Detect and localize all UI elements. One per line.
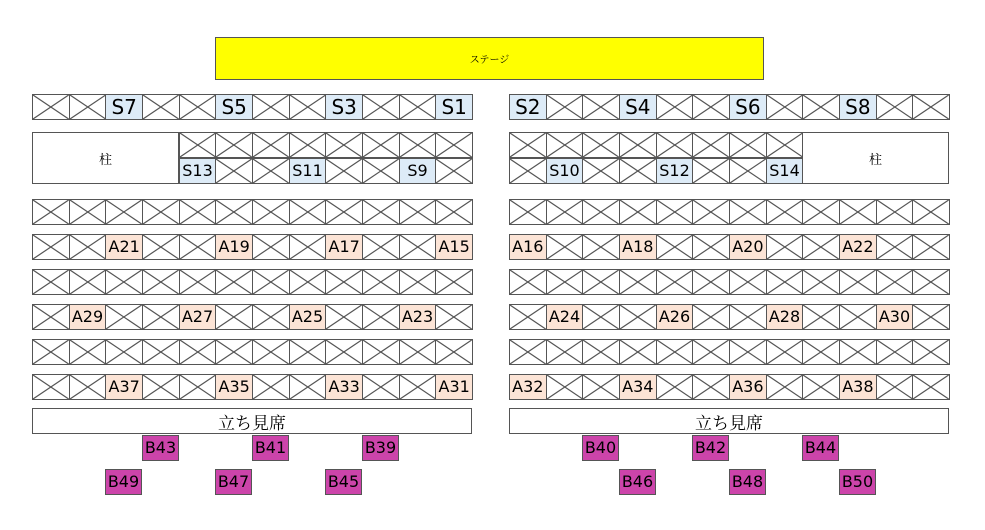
seat-b47[interactable]: B47 — [215, 469, 252, 495]
empty-seat-right-r3-c1 — [546, 199, 584, 225]
empty-seat-left-r7-c10 — [399, 339, 437, 365]
seat-b42[interactable]: B42 — [692, 435, 729, 461]
empty-seat-left-r1-c1 — [215, 132, 253, 158]
empty-seat-left-r0-c10 — [399, 94, 437, 120]
empty-seat-left-r6-c8 — [325, 304, 363, 330]
empty-seat-right-r1-c3 — [619, 132, 657, 158]
seat-a35[interactable]: A35 — [215, 374, 253, 400]
empty-seat-right-r2-c3 — [619, 158, 657, 184]
empty-seat-right-r1-c2 — [582, 132, 620, 158]
empty-seat-right-r0-c10 — [876, 94, 914, 120]
empty-seat-right-r4-c11 — [912, 234, 950, 260]
seat-s5[interactable]: S5 — [215, 94, 253, 120]
empty-seat-left-r5-c8 — [325, 269, 363, 295]
empty-seat-right-r4-c10 — [876, 234, 914, 260]
seat-a22[interactable]: A22 — [839, 234, 877, 260]
empty-seat-right-r5-c11 — [912, 269, 950, 295]
seat-a25[interactable]: A25 — [289, 304, 327, 330]
empty-seat-right-r5-c9 — [839, 269, 877, 295]
empty-seat-right-r1-c5 — [692, 132, 730, 158]
empty-seat-right-r6-c0 — [509, 304, 547, 330]
empty-seat-left-r2-c2 — [252, 158, 290, 184]
empty-seat-right-r2-c0 — [509, 158, 547, 184]
empty-seat-left-r3-c11 — [435, 199, 473, 225]
seat-s4[interactable]: S4 — [619, 94, 657, 120]
empty-seat-right-r6-c3 — [619, 304, 657, 330]
empty-seat-right-r0-c11 — [912, 94, 950, 120]
empty-seat-right-r0-c8 — [802, 94, 840, 120]
seat-a33[interactable]: A33 — [325, 374, 363, 400]
empty-seat-left-r7-c6 — [252, 339, 290, 365]
empty-seat-left-r1-c4 — [325, 132, 363, 158]
empty-seat-right-r3-c5 — [692, 199, 730, 225]
empty-seat-left-r7-c9 — [362, 339, 400, 365]
empty-seat-left-r4-c4 — [179, 234, 217, 260]
empty-seat-left-r3-c1 — [69, 199, 107, 225]
empty-seat-left-r8-c0 — [32, 374, 70, 400]
empty-seat-right-r3-c9 — [839, 199, 877, 225]
seat-a36[interactable]: A36 — [729, 374, 767, 400]
empty-seat-left-r8-c10 — [399, 374, 437, 400]
empty-seat-left-r1-c0 — [179, 132, 217, 158]
empty-seat-right-r5-c3 — [619, 269, 657, 295]
seat-a30[interactable]: A30 — [876, 304, 914, 330]
pillar-right — [802, 132, 949, 184]
empty-seat-left-r7-c2 — [105, 339, 143, 365]
empty-seat-right-r3-c4 — [656, 199, 694, 225]
empty-seat-right-r1-c1 — [546, 132, 584, 158]
empty-seat-left-r6-c3 — [142, 304, 180, 330]
empty-seat-right-r5-c8 — [802, 269, 840, 295]
seat-b49[interactable]: B49 — [105, 469, 142, 495]
empty-seat-right-r7-c6 — [729, 339, 767, 365]
empty-seat-left-r5-c7 — [289, 269, 327, 295]
empty-seat-right-r6-c5 — [692, 304, 730, 330]
empty-seat-right-r5-c6 — [729, 269, 767, 295]
empty-seat-right-r3-c3 — [619, 199, 657, 225]
empty-seat-right-r7-c2 — [582, 339, 620, 365]
empty-seat-left-r3-c10 — [399, 199, 437, 225]
empty-seat-left-r8-c9 — [362, 374, 400, 400]
seat-s12[interactable]: S12 — [656, 158, 694, 184]
empty-seat-right-r1-c7 — [766, 132, 804, 158]
empty-seat-right-r3-c7 — [766, 199, 804, 225]
empty-seat-left-r7-c3 — [142, 339, 180, 365]
empty-seat-right-r8-c10 — [876, 374, 914, 400]
empty-seat-right-r6-c8 — [802, 304, 840, 330]
seat-a28[interactable]: A28 — [766, 304, 804, 330]
empty-seat-left-r8-c1 — [69, 374, 107, 400]
empty-seat-left-r1-c2 — [252, 132, 290, 158]
empty-seat-right-r0-c2 — [582, 94, 620, 120]
empty-seat-right-r8-c5 — [692, 374, 730, 400]
empty-seat-right-r4-c4 — [656, 234, 694, 260]
empty-seat-right-r5-c4 — [656, 269, 694, 295]
empty-seat-left-r5-c3 — [142, 269, 180, 295]
seat-a29[interactable]: A29 — [69, 304, 107, 330]
empty-seat-left-r6-c11 — [435, 304, 473, 330]
empty-seat-left-r8-c4 — [179, 374, 217, 400]
empty-seat-right-r0-c7 — [766, 94, 804, 120]
seat-s10[interactable]: S10 — [546, 158, 584, 184]
empty-seat-left-r5-c4 — [179, 269, 217, 295]
empty-seat-left-r3-c6 — [252, 199, 290, 225]
seat-b44[interactable]: B44 — [802, 435, 839, 461]
empty-seat-right-r3-c2 — [582, 199, 620, 225]
pillar-left — [32, 132, 179, 184]
empty-seat-right-r7-c11 — [912, 339, 950, 365]
seat-s7[interactable]: S7 — [105, 94, 143, 120]
empty-seat-right-r2-c2 — [582, 158, 620, 184]
empty-seat-right-r7-c4 — [656, 339, 694, 365]
empty-seat-left-r8-c7 — [289, 374, 327, 400]
empty-seat-right-r5-c2 — [582, 269, 620, 295]
empty-seat-right-r8-c11 — [912, 374, 950, 400]
seat-a17[interactable]: A17 — [325, 234, 363, 260]
stage — [215, 37, 764, 80]
empty-seat-right-r5-c0 — [509, 269, 547, 295]
empty-seat-left-r0-c7 — [289, 94, 327, 120]
empty-seat-right-r8-c2 — [582, 374, 620, 400]
empty-seat-right-r3-c8 — [802, 199, 840, 225]
empty-seat-left-r7-c11 — [435, 339, 473, 365]
seat-a21[interactable]: A21 — [105, 234, 143, 260]
empty-seat-right-r1-c4 — [656, 132, 694, 158]
seat-s3[interactable]: S3 — [325, 94, 363, 120]
empty-seat-left-r6-c0 — [32, 304, 70, 330]
standing-area-right — [509, 408, 949, 434]
stage-label: ステージ — [469, 55, 510, 66]
empty-seat-left-r0-c9 — [362, 94, 400, 120]
seat-b48[interactable]: B48 — [729, 469, 766, 495]
empty-seat-left-r4-c3 — [142, 234, 180, 260]
seat-s6[interactable]: S6 — [729, 94, 767, 120]
empty-seat-left-r3-c5 — [215, 199, 253, 225]
empty-seat-left-r6-c2 — [105, 304, 143, 330]
seat-a37[interactable]: A37 — [105, 374, 143, 400]
empty-seat-right-r7-c9 — [839, 339, 877, 365]
empty-seat-right-r7-c5 — [692, 339, 730, 365]
seat-a18[interactable]: A18 — [619, 234, 657, 260]
empty-seat-left-r5-c9 — [362, 269, 400, 295]
empty-seat-left-r1-c5 — [362, 132, 400, 158]
empty-seat-right-r6-c11 — [912, 304, 950, 330]
empty-seat-right-r4-c1 — [546, 234, 584, 260]
empty-seat-left-r0-c1 — [69, 94, 107, 120]
empty-seat-right-r7-c3 — [619, 339, 657, 365]
empty-seat-right-r8-c8 — [802, 374, 840, 400]
empty-seat-right-r5-c7 — [766, 269, 804, 295]
empty-seat-right-r0-c1 — [546, 94, 584, 120]
pillar-right-label: 柱 — [868, 152, 882, 168]
empty-seat-left-r4-c0 — [32, 234, 70, 260]
empty-seat-left-r1-c6 — [399, 132, 437, 158]
seat-s13[interactable]: S13 — [179, 158, 217, 184]
empty-seat-right-r0-c4 — [656, 94, 694, 120]
empty-seat-left-r3-c0 — [32, 199, 70, 225]
empty-seat-left-r6-c5 — [215, 304, 253, 330]
empty-seat-left-r5-c1 — [69, 269, 107, 295]
empty-seat-right-r8-c7 — [766, 374, 804, 400]
seat-s8[interactable]: S8 — [839, 94, 877, 120]
empty-seat-left-r7-c4 — [179, 339, 217, 365]
seat-a23[interactable]: A23 — [399, 304, 437, 330]
seat-a32[interactable]: A32 — [509, 374, 547, 400]
empty-seat-left-r4-c10 — [399, 234, 437, 260]
empty-seat-right-r7-c1 — [546, 339, 584, 365]
empty-seat-right-r4-c7 — [766, 234, 804, 260]
empty-seat-right-r4-c8 — [802, 234, 840, 260]
seat-a16[interactable]: A16 — [509, 234, 547, 260]
empty-seat-right-r8-c4 — [656, 374, 694, 400]
empty-seat-right-r2-c6 — [729, 158, 767, 184]
empty-seat-left-r7-c5 — [215, 339, 253, 365]
empty-seat-left-r3-c7 — [289, 199, 327, 225]
empty-seat-right-r7-c7 — [766, 339, 804, 365]
seat-a24[interactable]: A24 — [546, 304, 584, 330]
empty-seat-right-r6-c2 — [582, 304, 620, 330]
seat-b39[interactable]: B39 — [362, 435, 399, 461]
empty-seat-left-r7-c8 — [325, 339, 363, 365]
seat-a19[interactable]: A19 — [215, 234, 253, 260]
empty-seat-right-r1-c6 — [729, 132, 767, 158]
seat-a38[interactable]: A38 — [839, 374, 877, 400]
empty-seat-left-r3-c9 — [362, 199, 400, 225]
standing-area-left-label: 立ち見席 — [218, 413, 286, 434]
empty-seat-right-r6-c9 — [839, 304, 877, 330]
empty-seat-right-r7-c10 — [876, 339, 914, 365]
empty-seat-left-r3-c2 — [105, 199, 143, 225]
empty-seat-left-r2-c7 — [435, 158, 473, 184]
empty-seat-left-r5-c11 — [435, 269, 473, 295]
standing-area-right-label: 立ち見席 — [695, 413, 763, 434]
seat-s9[interactable]: S9 — [399, 158, 437, 184]
empty-seat-left-r0-c3 — [142, 94, 180, 120]
empty-seat-right-r5-c10 — [876, 269, 914, 295]
empty-seat-left-r4-c6 — [252, 234, 290, 260]
empty-seat-right-r1-c0 — [509, 132, 547, 158]
seat-b41[interactable]: B41 — [252, 435, 289, 461]
empty-seat-left-r8-c3 — [142, 374, 180, 400]
empty-seat-left-r6-c9 — [362, 304, 400, 330]
seat-a15[interactable]: A15 — [435, 234, 473, 260]
empty-seat-left-r4-c9 — [362, 234, 400, 260]
empty-seat-left-r5-c5 — [215, 269, 253, 295]
empty-seat-right-r4-c5 — [692, 234, 730, 260]
standing-area-left — [32, 408, 472, 434]
seat-a31[interactable]: A31 — [435, 374, 473, 400]
empty-seat-left-r0-c0 — [32, 94, 70, 120]
seat-s1[interactable]: S1 — [435, 94, 473, 120]
empty-seat-left-r5-c10 — [399, 269, 437, 295]
empty-seat-right-r7-c8 — [802, 339, 840, 365]
empty-seat-left-r5-c2 — [105, 269, 143, 295]
empty-seat-right-r3-c6 — [729, 199, 767, 225]
empty-seat-left-r7-c1 — [69, 339, 107, 365]
empty-seat-right-r5-c5 — [692, 269, 730, 295]
empty-seat-right-r3-c11 — [912, 199, 950, 225]
empty-seat-left-r5-c6 — [252, 269, 290, 295]
empty-seat-left-r7-c7 — [289, 339, 327, 365]
empty-seat-left-r2-c5 — [362, 158, 400, 184]
seat-a27[interactable]: A27 — [179, 304, 217, 330]
empty-seat-left-r1-c3 — [289, 132, 327, 158]
empty-seat-left-r0-c6 — [252, 94, 290, 120]
empty-seat-left-r7-c0 — [32, 339, 70, 365]
seat-s14[interactable]: S14 — [766, 158, 804, 184]
empty-seat-left-r1-c7 — [435, 132, 473, 158]
empty-seat-right-r5-c1 — [546, 269, 584, 295]
seat-b46[interactable]: B46 — [619, 469, 656, 495]
empty-seat-right-r6-c6 — [729, 304, 767, 330]
empty-seat-left-r3-c8 — [325, 199, 363, 225]
seat-s11[interactable]: S11 — [289, 158, 327, 184]
empty-seat-right-r4-c2 — [582, 234, 620, 260]
empty-seat-left-r5-c0 — [32, 269, 70, 295]
empty-seat-right-r3-c0 — [509, 199, 547, 225]
empty-seat-right-r3-c10 — [876, 199, 914, 225]
empty-seat-left-r0-c4 — [179, 94, 217, 120]
seat-s2[interactable]: S2 — [509, 94, 547, 120]
seat-b40[interactable]: B40 — [582, 435, 619, 461]
empty-seat-right-r8-c1 — [546, 374, 584, 400]
empty-seat-left-r3-c3 — [142, 199, 180, 225]
seat-b50[interactable]: B50 — [839, 469, 876, 495]
empty-seat-left-r8-c6 — [252, 374, 290, 400]
empty-seat-left-r4-c1 — [69, 234, 107, 260]
empty-seat-right-r2-c5 — [692, 158, 730, 184]
empty-seat-left-r4-c7 — [289, 234, 327, 260]
empty-seat-right-r0-c5 — [692, 94, 730, 120]
seat-b43[interactable]: B43 — [142, 435, 179, 461]
empty-seat-left-r3-c4 — [179, 199, 217, 225]
seat-a26[interactable]: A26 — [656, 304, 694, 330]
empty-seat-left-r2-c1 — [215, 158, 253, 184]
pillar-left-label: 柱 — [98, 152, 112, 168]
seat-b45[interactable]: B45 — [325, 469, 362, 495]
empty-seat-left-r6-c6 — [252, 304, 290, 330]
seat-a34[interactable]: A34 — [619, 374, 657, 400]
seat-a20[interactable]: A20 — [729, 234, 767, 260]
empty-seat-right-r7-c0 — [509, 339, 547, 365]
empty-seat-left-r2-c4 — [325, 158, 363, 184]
